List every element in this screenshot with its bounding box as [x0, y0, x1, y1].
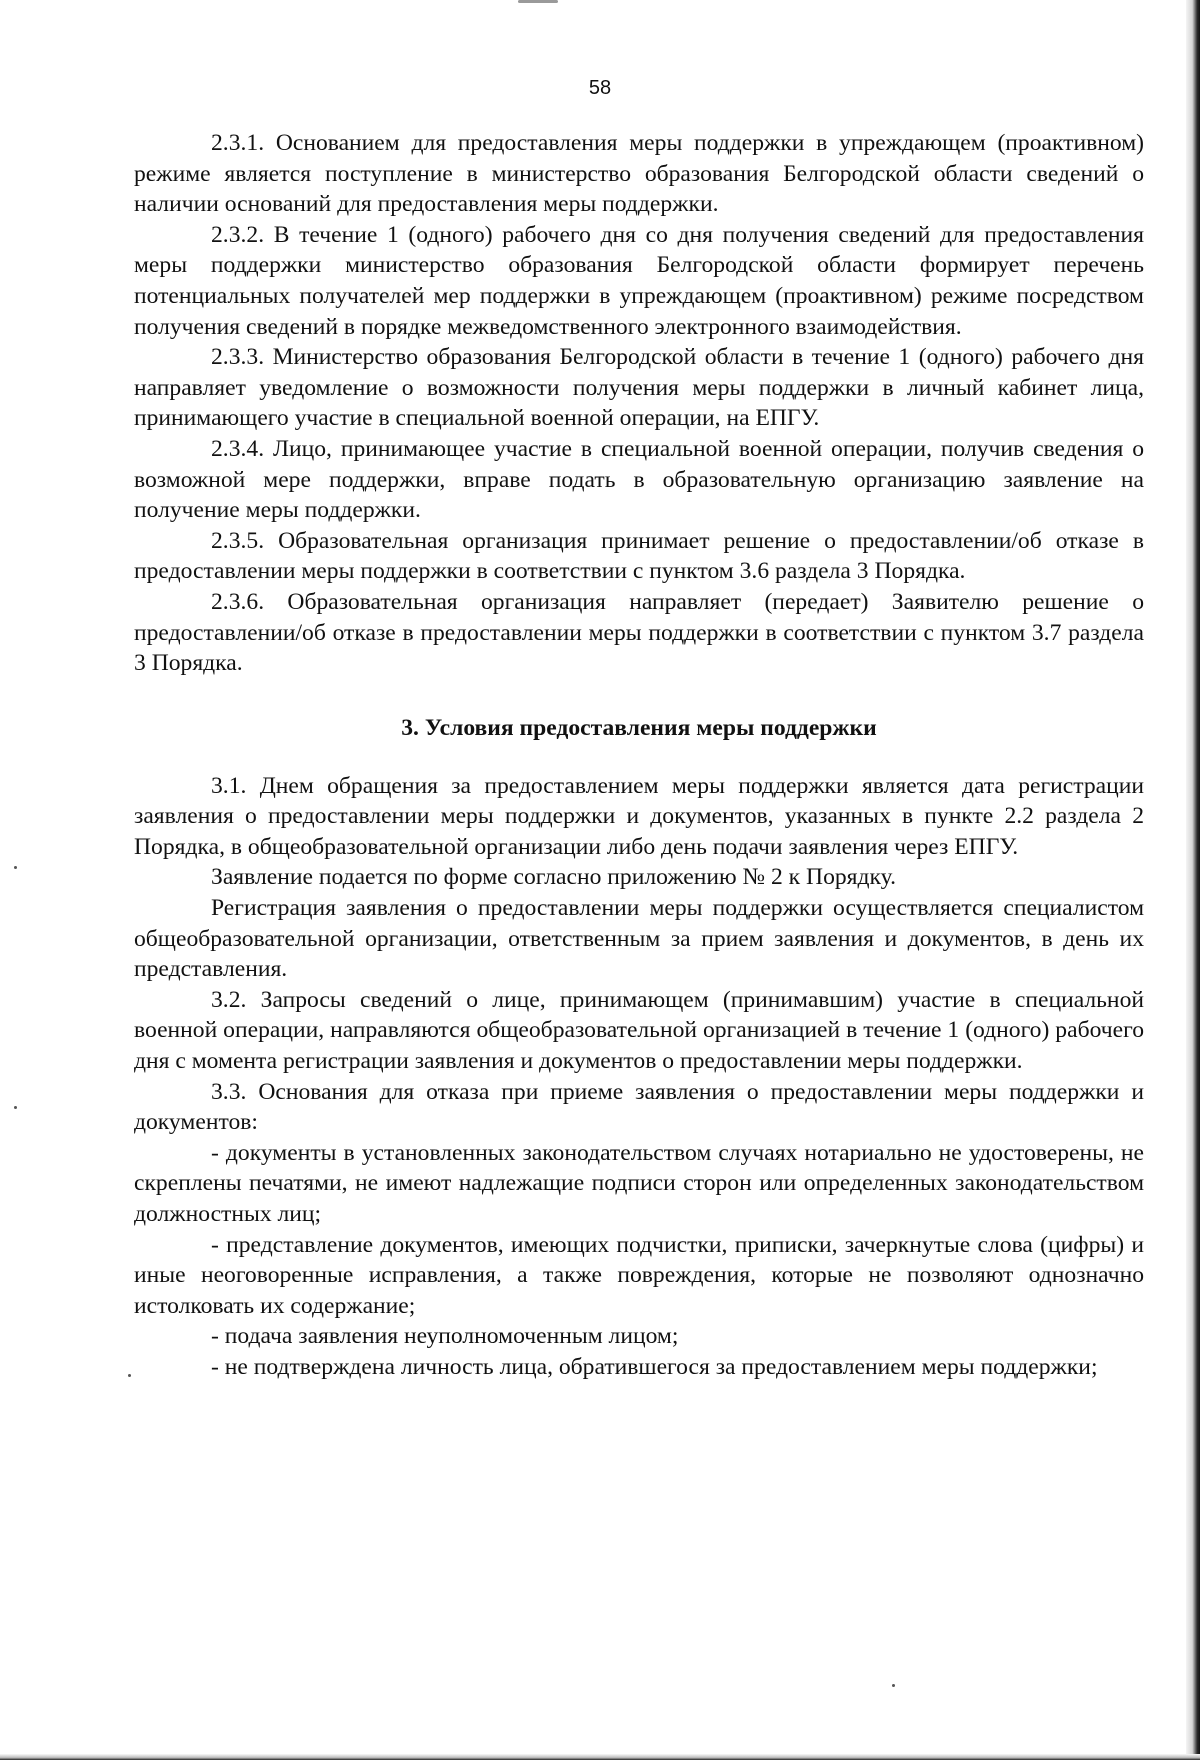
list-item-identity-not-confirmed: - не подтверждена личность лица, обратившегося за предоставлением меры поддержки;: [211, 1353, 1098, 1380]
paragraph-2-3-4: 2.3.4. Лицо, принимающее участие в специальной военной операции, получив сведения о возможной мере поддержки, вправе подать в образовательную организацию заявление на получение меры поддержки.: [134, 435, 1144, 524]
document-body: [134, 128, 1144, 1383]
paragraph-application-form: Заявление подается по форме согласно приложению № 2 к Порядку.: [211, 864, 896, 891]
paragraph-2-3-5: 2.3.5. Образовательная организация принимает решение о предоставлении/об отказе в предоставлении меры поддержки в соответствии с пунктом 3.6 раздела 3 Порядка.: [134, 527, 1144, 585]
paragraph-2-3-6: 2.3.6. Образовательная организация направляет (передает) Заявителю решение о предоставлении/об отказе в предоставлении меры поддержки в соответствии с пунктом 3.7 раздела 3 Порядка.: [134, 588, 1144, 677]
scan-top-mark: [518, 0, 558, 3]
list-item-documents-not-certified: - документы в установленных законодательством случаях нотариально не удостоверены, не скреплены печатями, не имеют надлежащие подписи сторон или определенных законодательством должностных лиц;: [134, 1139, 1144, 1227]
spacer: [134, 679, 1144, 685]
paragraph-3-2: 3.2. Запросы сведений о лице, принимающем (принимавшим) участие в специальной военной операции, направляются общеобразовательной организацией в течение 1 (одного) рабочего дня с момента регистрации заявления и документов о предоставлении меры поддержки.: [134, 986, 1144, 1075]
paragraph-2-3-3: 2.3.3. Министерство образования Белгородской области в течение 1 (одного) рабочего дня направляет уведомление о возможности получения меры поддержки в личный кабинет лица, принимающего участие в специальной военной операции, на ЕПГУ.: [134, 344, 1144, 432]
list-item-unauthorized-person: - подача заявления неуполномоченным лицом;: [211, 1323, 679, 1350]
scan-edge-right: [1186, 0, 1200, 1760]
list-item-documents-with-corrections: - представление документов, имеющих подчистки, приписки, зачеркнутые слова (цифры) и иные неоговоренные исправления, а также повреждения, которые не позволяют однозначно истолковать их содержание;: [134, 1231, 1144, 1319]
scan-speck: [128, 1374, 131, 1377]
paragraph-3-1: 3.1. Днем обращения за предоставлением меры поддержки является дата регистрации заявления о предоставлении меры поддержки и документов, указанных в пункте 2.2 раздела 2 Порядка, в общеобразовательной организации либо день подачи заявления через ЕПГУ.: [134, 772, 1144, 860]
paragraph-2-3-2: 2.3.2. В течение 1 (одного) рабочего дня со дня получения сведений для предоставления меры поддержки министерство образования Белгородской области формирует перечень потенциальных получателей мер поддержки в упреждающем (проактивном) режиме посредством получения сведений в порядке межведомственного электронного взаимодействия.: [134, 221, 1144, 340]
scan-edge-bottom: [0, 1754, 1200, 1760]
scan-speck: [14, 866, 17, 869]
paragraph-3-3: 3.3. Основания для отказа при приеме заявления о предоставлении меры поддержки и документов:: [134, 1078, 1144, 1136]
section-heading: 3. Условия предоставления меры поддержки: [401, 714, 877, 741]
scan-speck: [892, 1684, 895, 1687]
scan-speck: [14, 1106, 17, 1109]
paragraph-registration: Регистрация заявления о предоставлении меры поддержки осуществляется специалистом общеобразовательной организации, ответственным за прием заявления и документов, в день их представления.: [134, 895, 1144, 983]
page-number: 58: [588, 77, 612, 99]
paragraph-2-3-1: 2.3.1. Основанием для предоставления меры поддержки в упреждающем (проактивном) режиме является поступление в министерство образования Белгородской области сведений о наличии оснований для предоставления меры поддержки.: [134, 130, 1144, 218]
